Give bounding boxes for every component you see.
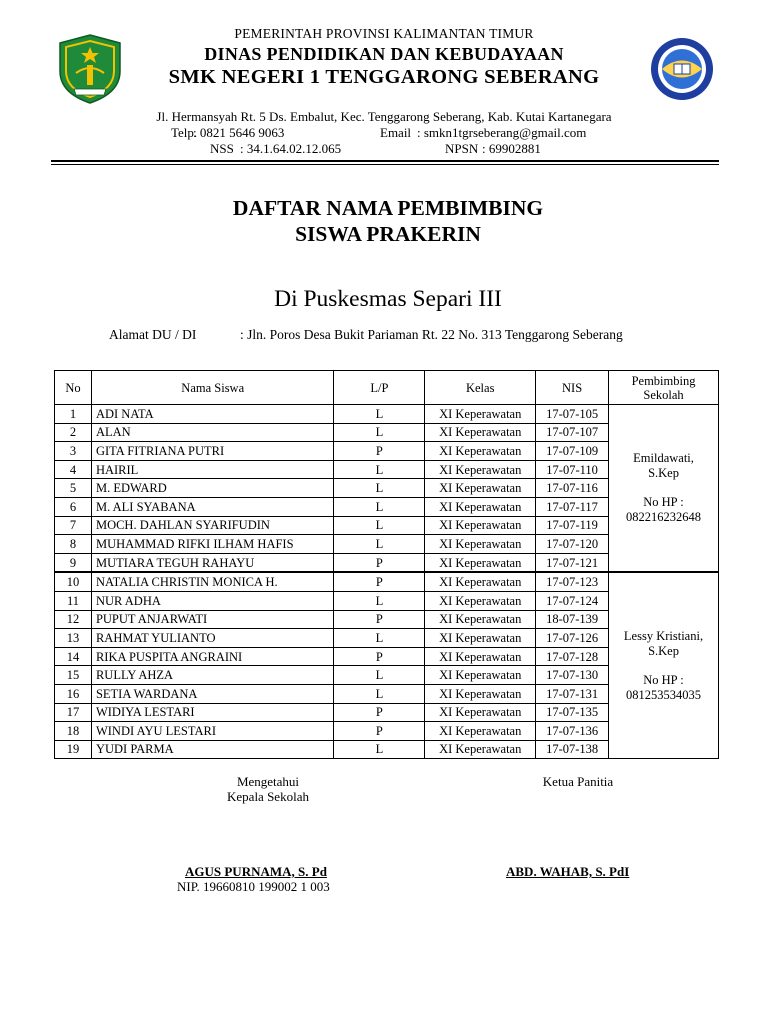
cell-lp: P	[334, 722, 425, 741]
cell-no: 8	[55, 535, 92, 554]
col-header-nama: Nama Siswa	[91, 371, 334, 405]
cell-nis: 17-07-123	[536, 572, 609, 591]
cell-lp: L	[334, 479, 425, 498]
sign-left-line2: Kepala Sekolah	[227, 789, 309, 804]
col-header-pembimbing-1: Pembimbing	[631, 373, 696, 388]
cell-nama: RIKA PUSPITA ANGRAINI	[91, 647, 334, 666]
mentor-name: Emildawati,	[633, 451, 694, 466]
document-subtitle: SISWA PRAKERIN	[295, 222, 481, 246]
cell-nis: 17-07-121	[536, 553, 609, 572]
cell-nama: PUPUT ANJARWATI	[91, 610, 334, 629]
cell-no: 13	[55, 629, 92, 648]
mentor-hp: 081253534035	[626, 687, 702, 702]
cell-no: 9	[55, 553, 92, 572]
cell-lp: L	[334, 516, 425, 535]
cell-no: 12	[55, 610, 92, 629]
header-telp-label: Telp.	[171, 125, 198, 140]
cell-nis: 17-07-138	[536, 740, 609, 759]
cell-nama: MUTIARA TEGUH RAHAYU	[91, 553, 334, 572]
letterhead-divider-thin	[51, 164, 719, 165]
cell-kelas: XI Keperawatan	[425, 553, 536, 572]
cell-nama: WIDIYA LESTARI	[91, 703, 334, 722]
cell-kelas: XI Keperawatan	[425, 666, 536, 685]
cell-kelas: XI Keperawatan	[425, 535, 536, 554]
sign-left-name: AGUS PURNAMA, S. Pd	[185, 864, 327, 879]
cell-kelas: XI Keperawatan	[425, 460, 536, 479]
cell-nis: 17-07-135	[536, 703, 609, 722]
cell-nis: 17-07-130	[536, 666, 609, 685]
col-header-nis: NIS	[536, 371, 609, 405]
cell-no: 6	[55, 497, 92, 516]
cell-nis: 17-07-128	[536, 647, 609, 666]
header-school-name: SMK NEGERI 1 TENGGARONG SEBERANG	[168, 66, 600, 88]
cell-lp: P	[334, 703, 425, 722]
sign-right-name: ABD. WAHAB, S. PdI	[506, 864, 630, 879]
cell-nama: RULLY AHZA	[91, 666, 334, 685]
cell-lp: P	[334, 647, 425, 666]
cell-nama: M. ALI SYABANA	[91, 497, 334, 516]
cell-nis: 17-07-131	[536, 684, 609, 703]
cell-lp: L	[334, 497, 425, 516]
cell-nama: MOCH. DAHLAN SYARIFUDIN	[91, 516, 334, 535]
cell-no: 14	[55, 647, 92, 666]
cell-no: 7	[55, 516, 92, 535]
cell-kelas: XI Keperawatan	[425, 740, 536, 759]
cell-no: 16	[55, 684, 92, 703]
mentor-cell	[609, 572, 719, 758]
col-header-pembimbing-2: Sekolah	[643, 387, 684, 402]
placement-location: Di Puskesmas Separi III	[274, 286, 502, 312]
cell-lp: P	[334, 572, 425, 591]
header-nss-value: : 34.1.64.02.12.065	[240, 141, 342, 156]
mentor-title: S.Kep	[648, 643, 679, 658]
col-header-kelas: Kelas	[425, 371, 536, 405]
header-npsn-value: : 69902881	[482, 141, 541, 156]
cell-no: 10	[55, 572, 92, 591]
cell-lp: L	[334, 405, 425, 424]
cell-nama: ALAN	[91, 423, 334, 442]
cell-nis: 17-07-117	[536, 497, 609, 516]
mentor-title: S.Kep	[648, 466, 679, 481]
cell-nis: 17-07-109	[536, 442, 609, 461]
cell-nama: ADI NATA	[91, 405, 334, 424]
cell-nama: WINDI AYU LESTARI	[91, 722, 334, 741]
cell-nama: MUHAMMAD RIFKI ILHAM HAFIS	[91, 535, 334, 554]
col-header-pembimbing	[609, 371, 719, 405]
letterhead-divider	[51, 160, 719, 162]
mentor-cell	[609, 405, 719, 573]
col-header-no: No	[55, 371, 92, 405]
cell-lp: P	[334, 610, 425, 629]
cell-nama: YUDI PARMA	[91, 740, 334, 759]
cell-kelas: XI Keperawatan	[425, 442, 536, 461]
cell-kelas: XI Keperawatan	[425, 516, 536, 535]
cell-no: 3	[55, 442, 92, 461]
cell-nis: 17-07-110	[536, 460, 609, 479]
cell-kelas: XI Keperawatan	[425, 610, 536, 629]
cell-lp: L	[334, 684, 425, 703]
cell-nis: 17-07-120	[536, 535, 609, 554]
cell-lp: P	[334, 553, 425, 572]
cell-nis: 17-07-119	[536, 516, 609, 535]
cell-kelas: XI Keperawatan	[425, 479, 536, 498]
cell-lp: L	[334, 740, 425, 759]
cell-lp: L	[334, 591, 425, 610]
header-government: PEMERINTAH PROVINSI KALIMANTAN TIMUR	[234, 26, 534, 41]
cell-no: 2	[55, 423, 92, 442]
cell-kelas: XI Keperawatan	[425, 684, 536, 703]
cell-no: 5	[55, 479, 92, 498]
cell-nama: HAIRIL	[91, 460, 334, 479]
mentor-hp-label: No HP :	[643, 672, 684, 687]
table-header-row	[55, 371, 719, 405]
cell-nama: RAHMAT YULIANTO	[91, 629, 334, 648]
table-row	[55, 405, 719, 424]
cell-kelas: XI Keperawatan	[425, 629, 536, 648]
cell-kelas: XI Keperawatan	[425, 703, 536, 722]
header-address: Jl. Hermansyah Rt. 5 Ds. Embalut, Kec. Tenggarong Seberang, Kab. Kutai Kartanegara	[156, 109, 612, 124]
cell-no: 17	[55, 703, 92, 722]
alamat-value: : Jln. Poros Desa Bukit Pariaman Rt. 22 No. 313 Tenggarong Seberang	[240, 327, 623, 342]
cell-kelas: XI Keperawatan	[425, 647, 536, 666]
cell-nis: 17-07-124	[536, 591, 609, 610]
cell-lp: L	[334, 423, 425, 442]
cell-no: 1	[55, 405, 92, 424]
cell-nama: GITA FITRIANA PUTRI	[91, 442, 334, 461]
cell-no: 18	[55, 722, 92, 741]
cell-no: 4	[55, 460, 92, 479]
cell-kelas: XI Keperawatan	[425, 572, 536, 591]
cell-nis: 18-07-139	[536, 610, 609, 629]
header-department: DINAS PENDIDIKAN DAN KEBUDAYAAN	[204, 44, 564, 64]
document-title: DAFTAR NAMA PEMBIMBING	[232, 196, 544, 220]
cell-lp: P	[334, 442, 425, 461]
cell-no: 19	[55, 740, 92, 759]
mentor-name: Lessy Kristiani,	[623, 628, 704, 643]
cell-lp: L	[334, 629, 425, 648]
cell-kelas: XI Keperawatan	[425, 497, 536, 516]
cell-nis: 17-07-116	[536, 479, 609, 498]
cell-nis: 17-07-126	[536, 629, 609, 648]
header-email-label: Email	[380, 125, 412, 140]
header-telp-value: : 0821 5646 9063	[193, 125, 285, 140]
header-nss-label: NSS	[210, 141, 234, 156]
cell-kelas: XI Keperawatan	[425, 722, 536, 741]
cell-nama: NUR ADHA	[91, 591, 334, 610]
sign-right-line1: Ketua Panitia	[542, 774, 614, 789]
student-table	[54, 370, 719, 759]
cell-kelas: XI Keperawatan	[425, 423, 536, 442]
cell-nama: NATALIA CHRISTIN MONICA H.	[91, 572, 334, 591]
cell-nis: 17-07-107	[536, 423, 609, 442]
mentor-hp-label: No HP :	[643, 495, 684, 510]
sign-left-line1: Mengetahui	[236, 774, 300, 789]
cell-nis: 17-07-136	[536, 722, 609, 741]
cell-lp: L	[334, 460, 425, 479]
sign-left-nip: NIP. 19660810 199002 1 003	[177, 879, 330, 894]
cell-no: 11	[55, 591, 92, 610]
cell-lp: L	[334, 666, 425, 685]
mentor-hp: 082216232648	[626, 510, 702, 525]
cell-nis: 17-07-105	[536, 405, 609, 424]
col-header-lp: L/P	[334, 371, 425, 405]
cell-kelas: XI Keperawatan	[425, 405, 536, 424]
table-row	[55, 572, 719, 591]
cell-nama: SETIA WARDANA	[91, 684, 334, 703]
cell-nama: M. EDWARD	[91, 479, 334, 498]
cell-lp: L	[334, 535, 425, 554]
header-email-value: : smkn1tgrseberang@gmail.com	[417, 125, 587, 140]
cell-kelas: XI Keperawatan	[425, 591, 536, 610]
header-npsn-label: NPSN	[445, 141, 479, 156]
cell-no: 15	[55, 666, 92, 685]
alamat-label: Alamat DU / DI	[109, 327, 197, 342]
